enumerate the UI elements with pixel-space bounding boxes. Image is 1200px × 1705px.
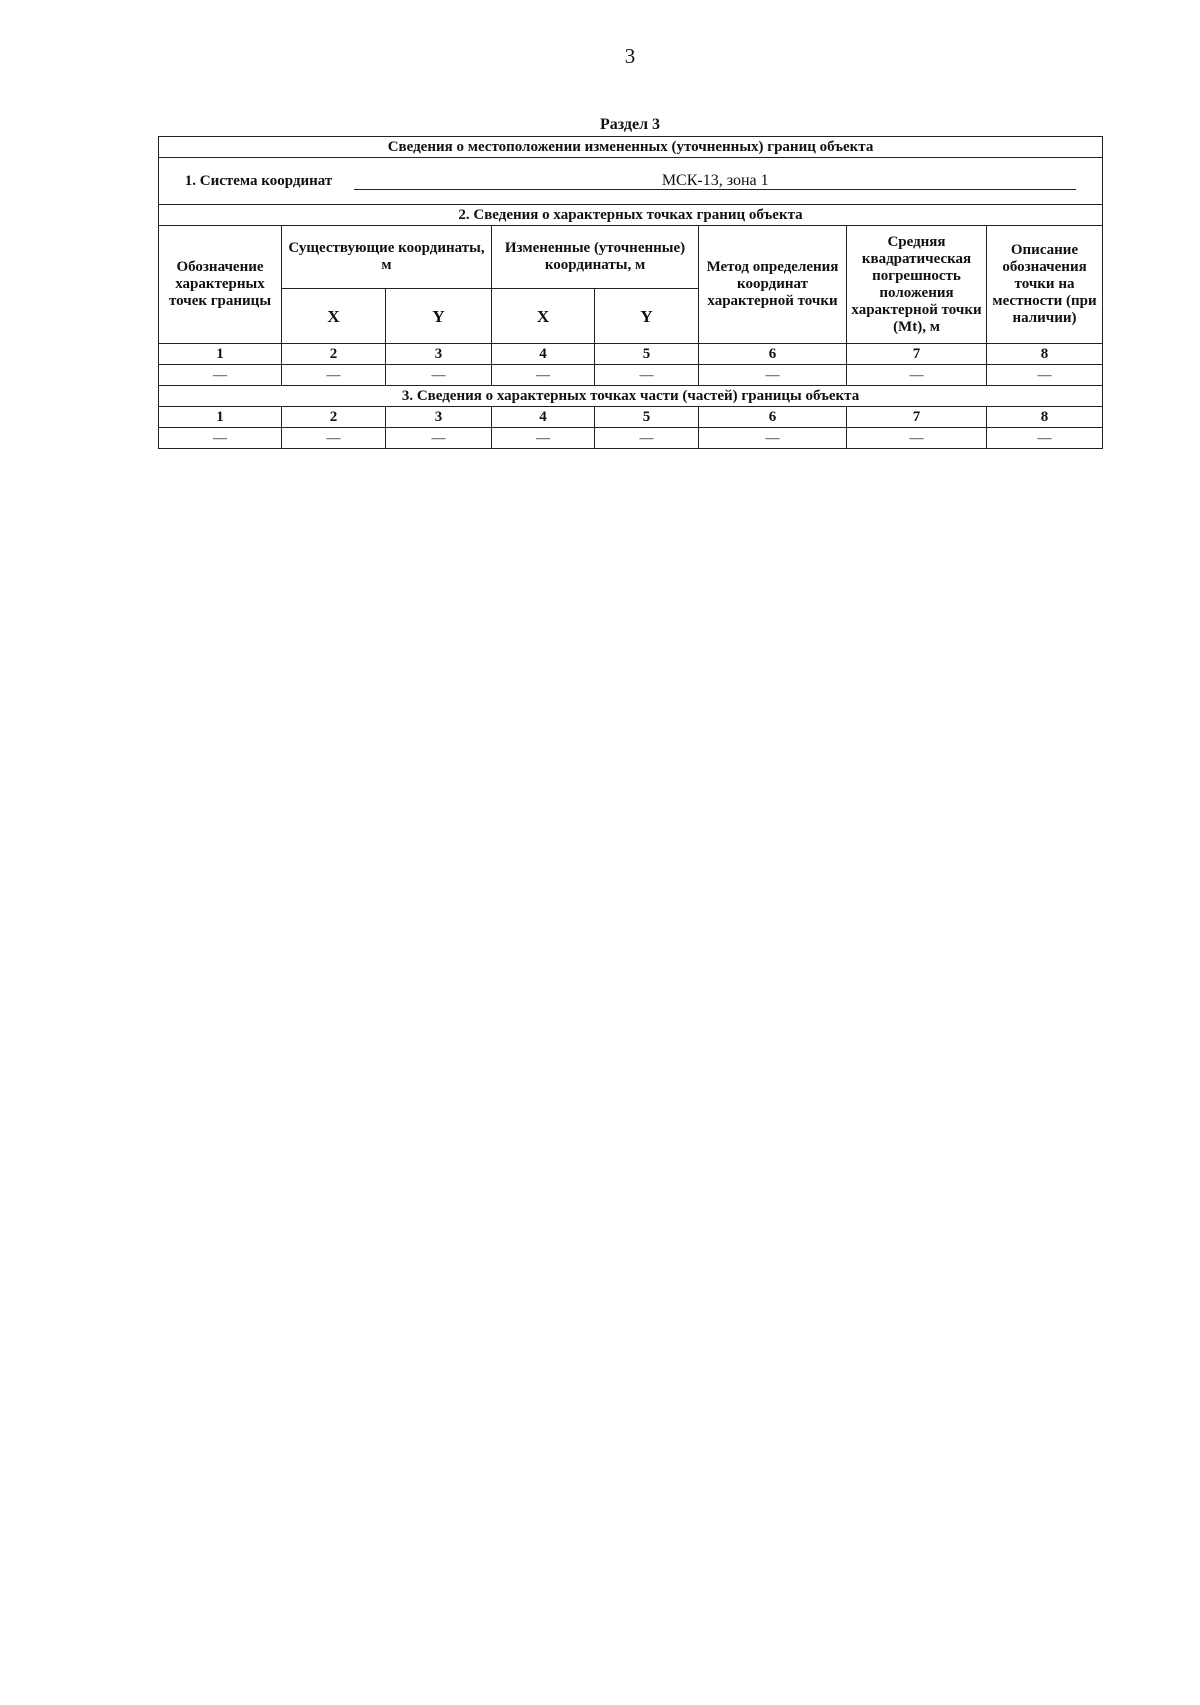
- empty-cell-dash: —: [847, 365, 987, 386]
- empty-cell-dash: —: [282, 428, 386, 449]
- empty-cell-dash: —: [159, 365, 282, 386]
- header-existing-y: Y: [386, 289, 492, 344]
- header-changed-coords: Измененные (уточненные) координаты, м: [492, 226, 699, 289]
- empty-cell-dash: —: [595, 365, 699, 386]
- column-number: 5: [595, 407, 699, 428]
- boundary-info-table: [158, 136, 1103, 449]
- header-error: Средняя квадратическая погрешность положения характерной точки (Mt), м: [847, 226, 987, 344]
- table-row: [159, 365, 1103, 386]
- header-changed-x: X: [492, 289, 595, 344]
- column-number: 1: [159, 407, 282, 428]
- table-row: [159, 344, 1103, 365]
- empty-cell-dash: —: [492, 428, 595, 449]
- header-description: Описание обозначения точки на местности (при наличии): [987, 226, 1103, 344]
- empty-cell-dash: —: [987, 428, 1103, 449]
- column-number: 1: [159, 344, 282, 365]
- column-number: 5: [595, 344, 699, 365]
- section-title: Раздел 3: [599, 116, 661, 133]
- column-number: 6: [699, 407, 847, 428]
- column-number: 3: [386, 407, 492, 428]
- empty-cell-dash: —: [847, 428, 987, 449]
- column-number: 3: [386, 344, 492, 365]
- empty-cell-dash: —: [595, 428, 699, 449]
- column-number: 4: [492, 407, 595, 428]
- part3-title: 3. Сведения о характерных точках части (частей) границы объекта: [159, 386, 1103, 407]
- header-point-designation: Обозначение характерных точек границы: [159, 226, 282, 344]
- table-row: [159, 428, 1103, 449]
- header-changed-y: Y: [595, 289, 699, 344]
- column-number: 2: [282, 407, 386, 428]
- coord-system-label: 1. Система координат: [184, 173, 333, 189]
- column-number: 8: [987, 407, 1103, 428]
- header-existing-x: X: [282, 289, 386, 344]
- empty-cell-dash: —: [159, 428, 282, 449]
- empty-cell-dash: —: [386, 428, 492, 449]
- column-number: 4: [492, 344, 595, 365]
- page-number: 3: [624, 44, 636, 68]
- empty-cell-dash: —: [386, 365, 492, 386]
- coord-system-value: МСК-13, зона 1: [354, 172, 1076, 190]
- empty-cell-dash: —: [492, 365, 595, 386]
- coord-system-row: [159, 158, 1103, 205]
- column-number: 8: [987, 344, 1103, 365]
- empty-cell-dash: —: [282, 365, 386, 386]
- part2-title: 2. Сведения о характерных точках границ объекта: [159, 205, 1103, 226]
- empty-cell-dash: —: [699, 365, 847, 386]
- header-method: Метод определения координат характерной точки: [699, 226, 847, 344]
- column-number: 7: [847, 407, 987, 428]
- table-main-title: Сведения о местоположении измененных (уточненных) границ объекта: [159, 137, 1103, 158]
- column-number: 7: [847, 344, 987, 365]
- empty-cell-dash: —: [987, 365, 1103, 386]
- empty-cell-dash: —: [699, 428, 847, 449]
- table-row: [159, 407, 1103, 428]
- column-number: 2: [282, 344, 386, 365]
- column-number: 6: [699, 344, 847, 365]
- header-existing-coords: Существующие координаты, м: [282, 226, 492, 289]
